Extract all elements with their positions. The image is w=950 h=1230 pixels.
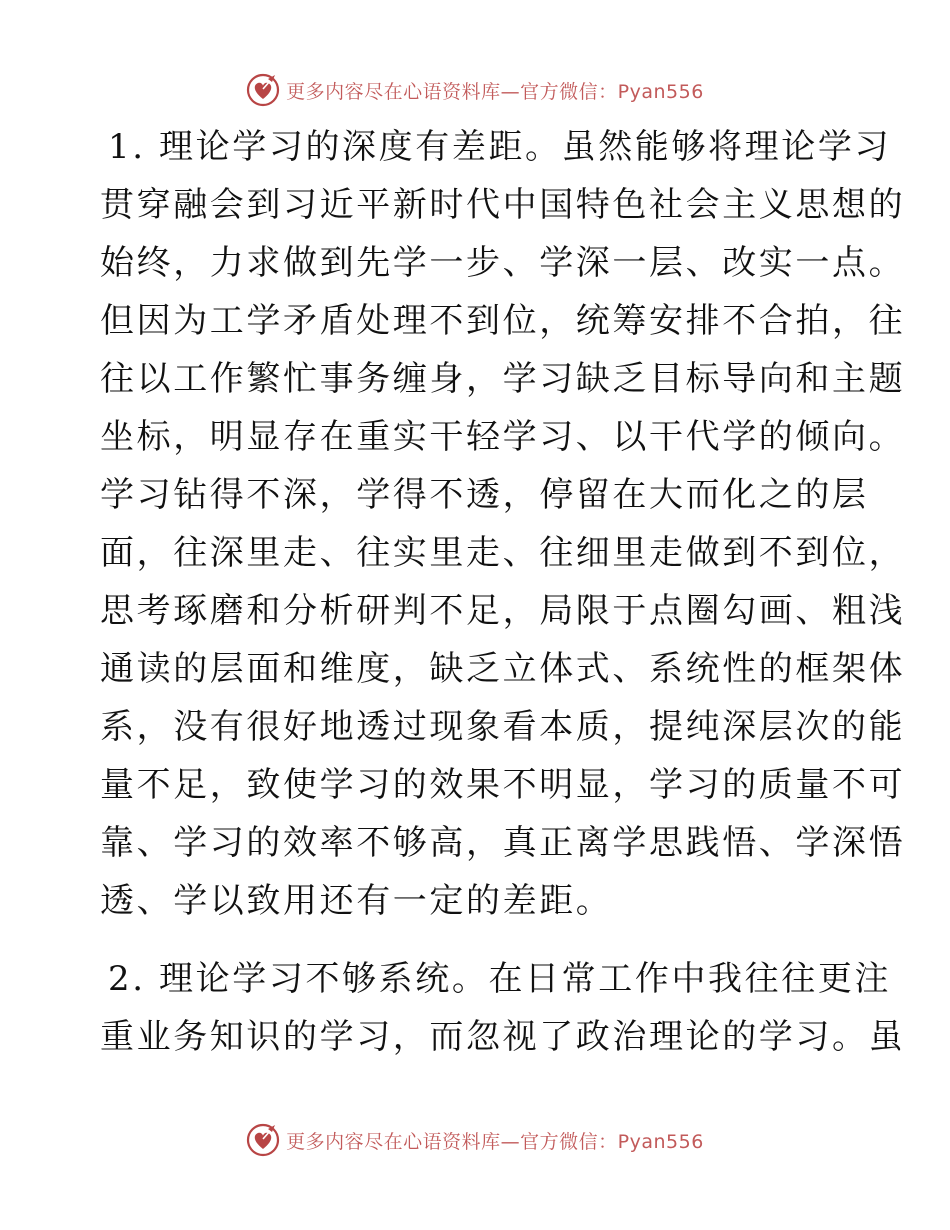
watermark-text: 更多内容尽在心语资料库—官方微信：Pyan556: [286, 1130, 704, 1153]
paragraph-2: [100, 950, 906, 1066]
text-line: 2. 理论学习不够系统。在日常工作中我往往更注: [108, 959, 892, 999]
text-line: 1. 理论学习的深度有差距。虽然能够将理论学习: [108, 127, 892, 167]
text-line: 但因为工学矛盾处理不到位，统筹安排不合拍，往: [100, 301, 906, 341]
text-line: 学习钻得不深，学得不透，停留在大而化之的层: [100, 475, 869, 515]
text-line: 通读的层面和维度，缺乏立体式、系统性的框架体: [100, 649, 906, 689]
text-line: 系，没有很好地透过现象看本质，提纯深层次的能: [100, 707, 906, 747]
footer-watermark: [0, 1120, 950, 1160]
text-line: 量不足，致使学习的效果不明显，学习的质量不可: [100, 765, 906, 805]
watermark-text: 更多内容尽在心语资料库—官方微信：Pyan556: [286, 80, 704, 103]
text-line: 贯穿融会到习近平新时代中国特色社会主义思想的: [100, 185, 906, 225]
text-line: 靠、学习的效率不够高，真正离学思践悟、学深悟: [100, 823, 906, 863]
heart-pen-logo-icon: [246, 73, 280, 107]
paragraph-1: [100, 118, 906, 930]
text-line: 往以工作繁忙事务缠身，学习缺乏目标导向和主题: [100, 359, 906, 399]
text-line: 始终，力求做到先学一步、学深一层、改实一点。: [100, 243, 906, 283]
text-line: 透、学以致用还有一定的差距。: [100, 881, 613, 921]
text-line: 坐标，明显存在重实干轻学习、以干代学的倾向。: [100, 417, 906, 457]
header-watermark: [0, 70, 950, 110]
text-line: 思考琢磨和分析研判不足，局限于点圈勾画、粗浅: [100, 591, 906, 631]
text-line: 重业务知识的学习，而忽视了政治理论的学习。虽: [100, 1017, 906, 1057]
text-line: 面，往深里走、往实里走、往细里走做到不到位，: [100, 533, 906, 573]
heart-pen-logo-icon: [246, 1123, 280, 1157]
